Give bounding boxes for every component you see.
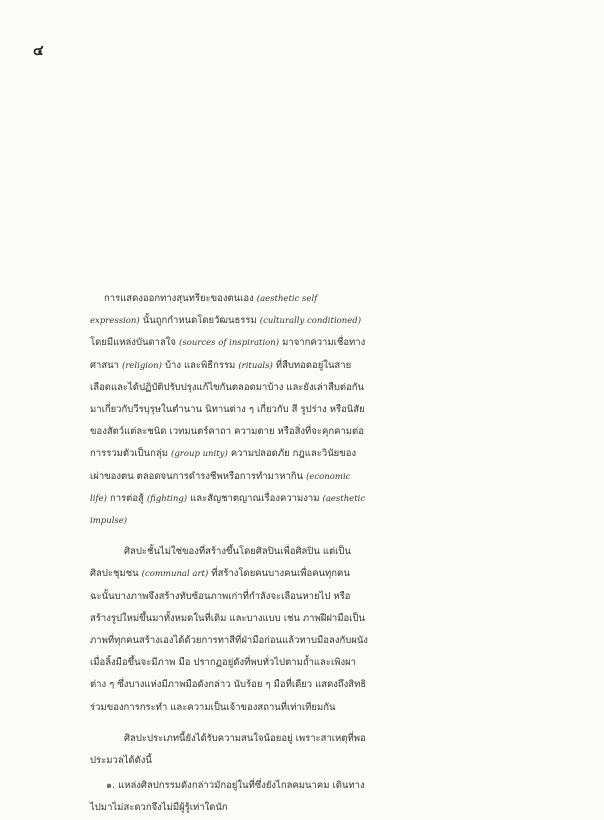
english-term: (communal art) (141, 569, 209, 580)
english-term: (aesthetic self expression) (90, 294, 318, 327)
text-segment: ที่สร้างโดยคนบางคนเพื่อคนทุกคน ฉะนั้นบางภาพจึงสร้างทับซ้อนภาพเก่าที่กำลังจะเลือนหายไป หรือสร้างรูปใหม่ขึ้นมาทั้งหมดในที่เดิม และบางแบบ เช่น ภาพฝีฝามือเป็นภาพที่ทุกคนสร้างเองได้ด้วยการทาสีที่ฝ่ามือก่อนแล้วทาบมือลงกับผนัง เมื่อลิ้งมือขึ้นจะมีภาพ มือ ปรากฏอยู่ดังที่พบทั่วไปตามถ้ำและเพิงผาต่าง ๆ ซึ่งบางแห่งมีภาพมือดังกล่าว นับร้อย ๆ มือที่เดียว แสดงถึงสิทธิร่วมของการกระทำ และความเป็นเจ้าของสถานที่เท่าเทียมกัน (90, 568, 368, 713)
text-segment: มาจากความเชื่อทางศาสนา (90, 337, 366, 371)
page-number: ๔ (33, 43, 44, 59)
english-term: (culturally conditioned) (259, 316, 362, 327)
text-segment: การแสดงออกทางสุนทรีย (104, 293, 206, 304)
english-term: (religion) (122, 360, 162, 371)
text-segment: และสัญชาตญาณเรื่องความงาม (187, 492, 323, 504)
text-segment: ศิลปะชั้นไม่ใช่ของที่สร้างขึ้นโดยศิลปินเพื่อศิลปิน แต่เป็นศิลปะชุมชน (90, 546, 351, 580)
text-segment: โดยมีแหล่งบันดาลใจ (90, 337, 180, 349)
english-term: (economic life) (90, 471, 351, 504)
text-segment: บ้าง และพิธีกรรม (161, 359, 239, 371)
english-term: (aesthetic impulse) (90, 493, 366, 527)
english-term: (rituals) (238, 360, 273, 371)
paragraph-reasons-intro: ศิลปะประเภทนี้ยังได้รับความสนใจน้อยอยู่ เพราะสาเหตุที่พอประมวลได้ดังนี้ (90, 732, 366, 767)
paragraph-communal-art (90, 541, 368, 719)
paragraph-reason-1: ๑. แหล่งศิลปกรรมดังกล่าวมักอยู่ในที่ซึ่งยังไกลคมนาคม เดินทางไปมาไม่สะดวกจึงไม่มีผู้รู้เท่าใดนัก (90, 780, 365, 814)
paragraph-aesthetic-expression (90, 288, 368, 532)
english-term: (group unity) (171, 449, 228, 460)
text-segment: ที่สืบทอดอยู่ในสายเลือดและได้ปฏิบัติปรับปรุงแก้ไขกันตลอดมาบ้าง และยังเล่าสืบต่อกันมาเกี่ยวกับวีรบุรุษในตำนาน นิทานต่าง ๆ เกี่ยวกับ สี รูปร่าง หรือนิสัยของสัตว์แต่ละชนิด เวทมนตร์คาถา ความตาย หรือสิ่งที่จะคุกคามต่อการรวมตัวเป็นกลุ่ม (90, 359, 365, 460)
english-term: (fighting) (146, 493, 188, 504)
text-segment: นั้นถูกกำหนดโดยวัฒนธรรม (139, 315, 260, 327)
text-segment: ะของตนเอง (205, 293, 257, 304)
english-term: (sources of inspiration) (179, 338, 280, 349)
text-segment: ความปลอดภัย กฎและวินัยของเผ่าของตน ตลอดจนการดำรงชีพหรือการทำมาหากิน (90, 448, 357, 482)
text-segment: การต่อสู้ (106, 492, 147, 504)
body-text (90, 288, 368, 820)
